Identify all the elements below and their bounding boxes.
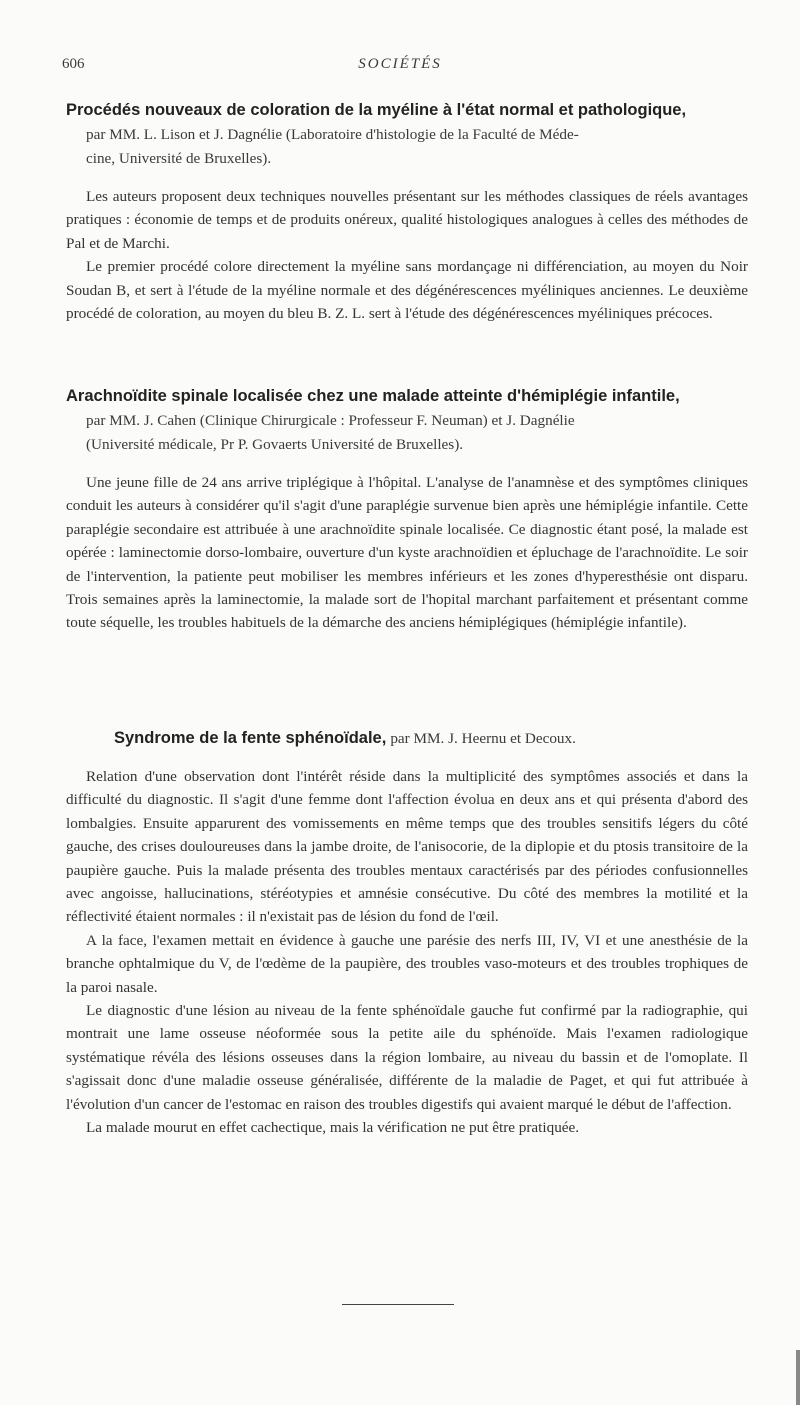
article-byline: [66, 123, 748, 171]
article-fente-sphenoidale: [66, 726, 748, 1140]
paragraph: La malade mourut en effet cachectique, mais la vérification ne put être pratiquée.: [86, 1119, 580, 1137]
byline-line: par MM. J. Cahen (Clinique Chirurgicale : Professeur F. Neuman) et J. Dagnélie: [86, 412, 575, 429]
byline-line: cine, Université de Bruxelles).: [86, 150, 272, 167]
article-byline: [66, 409, 748, 457]
paragraph: Le premier procédé colore directement la myéline sans mordançage ni différenciation, au moyen du Noir Soudan B, et sert à l'étude de la myéline normale et des dégénérescences myéliniques anciennes. Le deuxième procédé de coloration, au moyen du bleu B. Z. L. sert à l'étude des dégénérescences myéliniques précoces.: [66, 258, 748, 323]
article-myeline: [66, 98, 748, 325]
byline-line: (Université médicale, Pr P. Govaerts Université de Bruxelles).: [86, 436, 464, 453]
running-head: [62, 56, 738, 76]
running-title: SOCIÉTÉS: [358, 56, 442, 72]
article-arachnoidite: [66, 384, 748, 635]
article-heading: [66, 726, 748, 751]
paragraph: Une jeune fille de 24 ans arrive triplégique à l'hôpital. L'analyse de l'anamnèse et des symptômes cliniques conduit les auteurs à considérer qu'il s'agit d'une paraplégie survenue bien après une hémiplégie infantile. Cette paraplégie secondaire est attribuée à une arachnoïdite spinale localisée. Ce diagnostic étant posé, la malade est opérée : laminectomie dorso-lombaire, ouverture d'un kyste arachnoïdien et épluchage de l'arachnoïdite. Le soir de l'intervention, la patiente peut mobiliser les membres inférieurs et les zones d'hyperesthésie ont disparu. Trois semaines après la laminectomie, la malade sort de l'hopital marchant parfaitement et présentant comme toute séquelle, les troubles habituels de la démarche des anciens hémiplégiques (hémiplégie infantile).: [66, 474, 748, 632]
byline-line: par MM. L. Lison et J. Dagnélie (Laboratoire d'histologie de la Faculté de Méde-: [86, 126, 579, 143]
article-heading: [66, 384, 748, 409]
article-heading: [66, 98, 748, 123]
article-title: Procédés nouveaux de coloration de la myéline à l'état normal et pathologique,: [66, 101, 687, 119]
paragraph: Les auteurs proposent deux techniques nouvelles présentant sur les méthodes classiques de réels avantages pratiques : économie de temps et de produits onéreux, qualité histologiques analogues à celles des méthodes de Pal et de Marchi.: [66, 188, 748, 252]
paragraph: Le diagnostic d'une lésion au niveau de la fente sphénoïdale gauche fut confirmé par la radiographie, qui montrait une lame osseuse néoformée sous la petite aile du sphénoïde. Mais l'examen radiologique systématique révéla des lésions osseuses dans la région lombaire, au niveau du bassin et de l'omoplate. Il s'agissait donc d'une maladie osseuse généralisée, différente de la maladie de Paget, et qui fut attribuée à l'évolution d'un cancer de l'estomac en raison des troubles digestifs qui avaient marqué le début de l'affection.: [66, 1002, 748, 1113]
article-title: Arachnoïdite spinale localisée chez une malade atteinte d'hémiplégie infantile,: [66, 387, 680, 405]
paragraph: Relation d'une observation dont l'intérêt réside dans la multiplicité des symptômes associés et dans la difficulté du diagnostic. Il s'agit d'une femme dont l'affection évolua en deux ans et qui présenta d'abord des lombalgies. Ensuite apparurent des vomissements en même temps que des troubles sensitifs légers du côté gauche, des crises douloureuses dans la jambe droite, de l'anisocorie, de la diplopie et du ptosis transitoire de la paupière gauche. Puis la malade présenta des troubles mentaux caractérisés par des périodes confusionnelles avec angoisse, hallucinations, stéréotypies et amnésie consécutive. Du côté des membres la motilité et la réflectivité étaient normales : il n'existait pas de lésion du fond de l'œil.: [66, 768, 748, 926]
page-number: 606: [62, 56, 85, 72]
page-edge-mark: [796, 1350, 800, 1405]
paragraph: A la face, l'examen mettait en évidence à gauche une parésie des nerfs III, IV, VI et une anesthésie de la branche ophtalmique du V, de l'œdème de la paupière, des troubles vaso-moteurs et des troubles trophiques de la paroi nasale.: [66, 931, 748, 996]
article-title: Syndrome de la fente sphénoïdale,: [114, 729, 387, 747]
section-end-rule: [342, 1304, 454, 1305]
article-byline: par MM. J. Heernu et Decoux.: [390, 730, 576, 747]
